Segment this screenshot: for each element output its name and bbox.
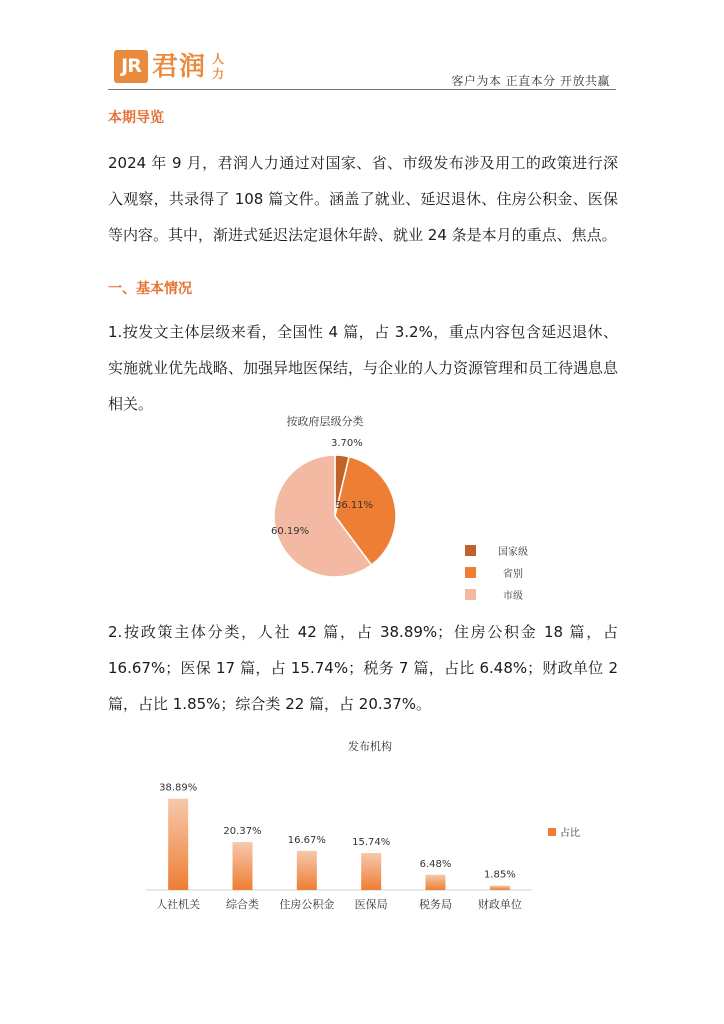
bar-category-label: 医保局 [354,898,388,911]
bar-data-label: 16.67% [287,834,326,846]
paragraph-agency: 2.按政策主体分类，人社 42 篇，占 38.89%；住房公积金 18 篇，占 16.67%；医保 17 篇，占 15.74%；税务 7 篇，占比 6.48%；财政单位 2 篇，占比 1.85%；综合类 22 篇，占 20.37%。 [108,623,618,713]
bar-4 [426,875,446,890]
header-divider [108,89,616,90]
logo-name: 君润 [152,52,207,82]
section-heading: 一、基本情况 [108,281,192,297]
bar-data-label: 20.37% [223,826,262,838]
bar-2 [297,851,317,890]
bar-category-label: 财政单位 [477,898,522,911]
bar-title: 发布机构 [348,740,392,753]
logo-sub: 人力 [212,52,225,81]
pie-legend-label: 市级 [503,591,523,602]
paragraph-level: 1.按发文主体层级来看，全国性 4 篇，占 3.2%，重点内容包含延迟退休、实施就业优先战略、加强异地医保结，与企业的人力资源管理和员工待遇息息相关。 [108,323,619,413]
bar-category-label: 人社机关 [156,898,201,911]
bar-3 [361,853,381,890]
pie-legend-label: 省别 [503,569,523,580]
pie-legend-swatch [465,589,476,600]
pie-data-label: 3.70% [331,438,363,449]
logo-mark: JR [114,50,148,83]
bar-data-label: 15.74% [352,837,391,849]
bar-chart [140,734,600,914]
pie-legend-label: 国家级 [498,547,528,558]
bar-category-label: 综合类 [226,898,259,911]
bar-5 [490,886,510,890]
bar-legend-label: 占比 [560,828,580,839]
pie-legend-swatch [465,567,476,578]
bar-0 [168,799,188,890]
bar-legend-swatch [548,828,556,836]
slogan: 客户为本 正直本分 开放共赢 [451,74,610,88]
pie-data-label: 36.11% [335,500,374,511]
pie-legend-swatch [465,545,476,556]
intro-paragraph: 2024 年 9 月，君润人力通过对国家、省、市级发布涉及用工的政策进行深入观察，共录得了 108 篇文件。涵盖了就业、延迟退休、住房公积金、医保等内容。其中，渐进式延迟法定退休年龄、就业 24 条是本月的重点、焦点。 [108,154,618,244]
intro-heading: 本期导览 [108,110,164,126]
bar-category-label: 住房公积金 [279,898,335,911]
pie-data-label: 60.19% [271,526,310,537]
bar-data-label: 1.85% [483,869,516,881]
pie-title: 按政府层级分类 [286,415,364,428]
bar-category-label: 税务局 [419,898,452,911]
bar-1 [233,842,253,890]
pie-chart [255,408,565,606]
bar-data-label: 6.48% [419,858,452,870]
bar-data-label: 38.89% [159,782,198,794]
